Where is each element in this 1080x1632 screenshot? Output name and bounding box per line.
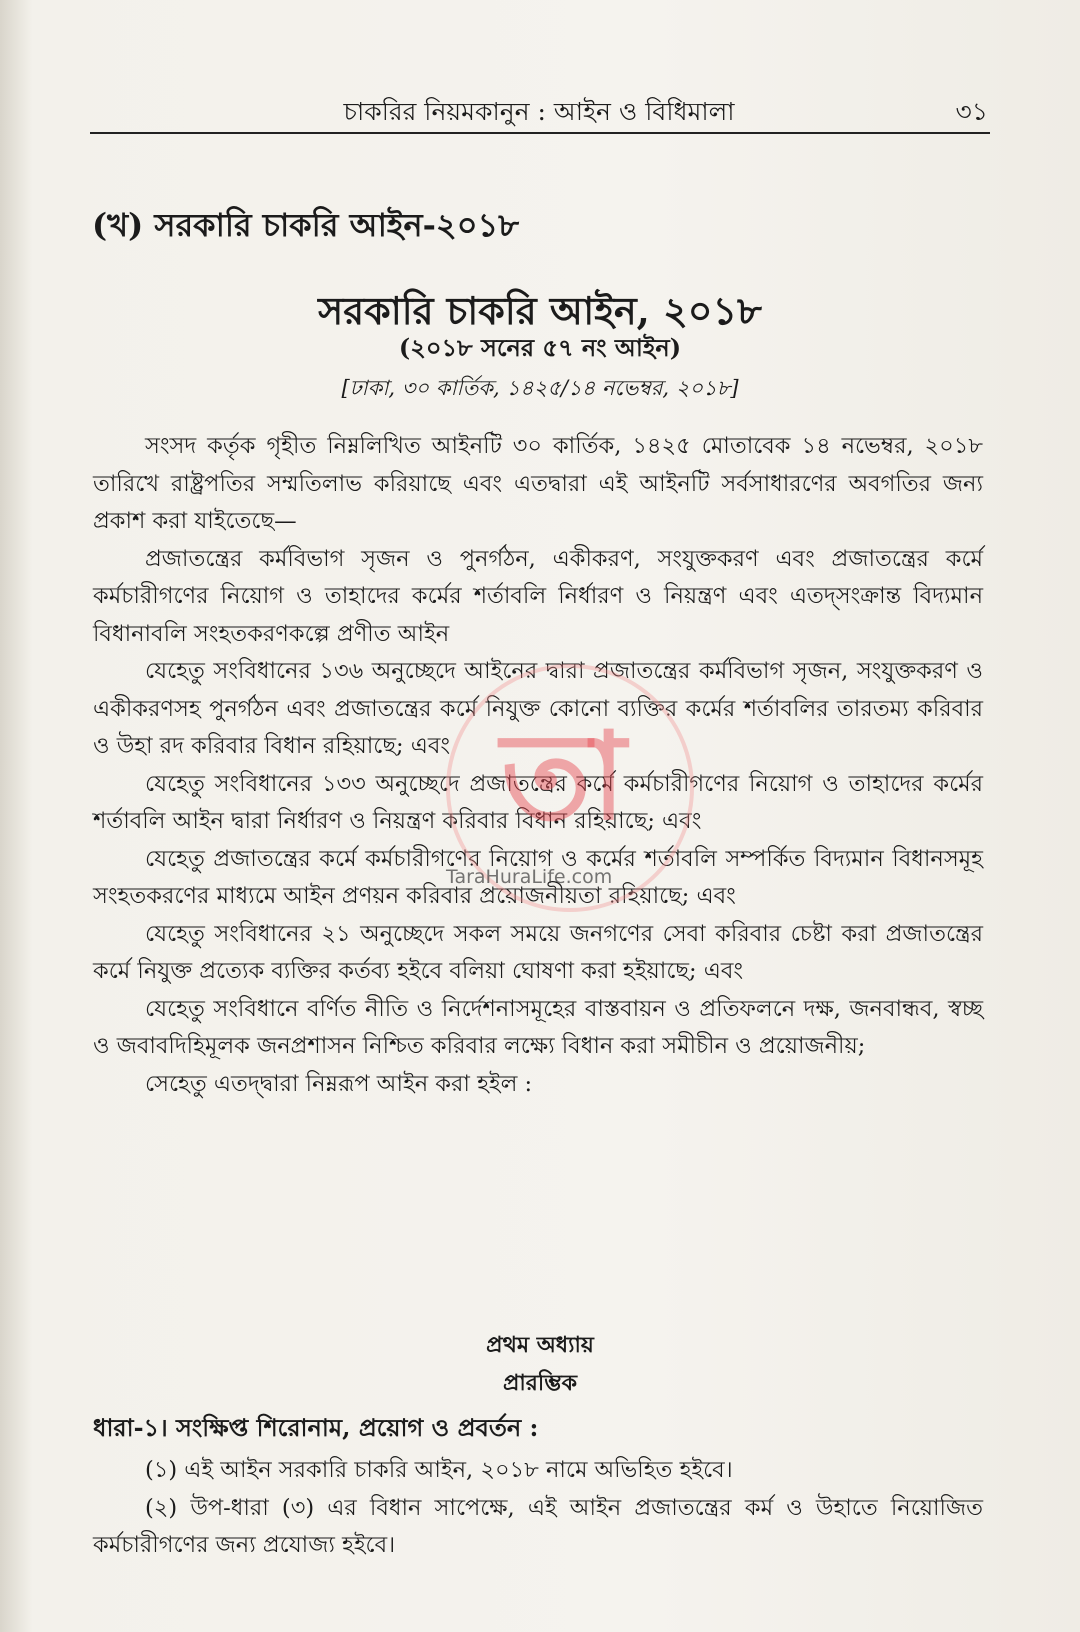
section-heading: ধারা-১। সংক্ষিপ্ত শিরোনাম, প্রয়োগ ও প্রবর্তন :	[93, 1413, 539, 1442]
paragraph: প্রজাতন্ত্রের কর্মবিভাগ সৃজন ও পুনর্গঠন, একীকরণ, সংযুক্তকরণ এবং প্রজাতন্ত্রের কর্মে কর্মচারীগণের নিয়োগ ও তাহাদের কর্মের শর্তাবলি নির্ধারণ ও নিয়ন্ত্রণ এবং এতদ্‌সংক্রান্ত বিদ্যমান বিধানাবলি সংহতকরণকল্পে প্রণীত আইন	[93, 545, 983, 647]
paragraph: যেহেতু সংবিধানের ২১ অনুচ্ছেদে সকল সময়ে জনগণের সেবা করিবার চেষ্টা করা প্রজাতন্ত্রের কর্মে নিযুক্ত প্রত্যেক ব্যক্তির কর্তব্য হইবে বলিয়া ঘোষণা করা হইয়াছে; এবং	[93, 920, 983, 984]
page-number: ৩১	[955, 97, 988, 126]
paragraph: সংসদ কর্তৃক গৃহীত নিম্নলিখিত আইনটি ৩০ কার্তিক, ১৪২৫ মোতাবেক ১৪ নভেম্বর, ২০১৮ তারিখে রাষ্ট্রপতির সম্মতিলাভ করিয়াছে এবং এতদ্বারা এই আইনটি সর্বসাধারণের অবগতির জন্য প্রকাশ করা যাইতেছে—	[93, 433, 983, 534]
preamble	[93, 428, 983, 1103]
section-title: (খ) সরকারি চাকরি আইন-২০১৮	[92, 206, 520, 244]
clause: (২) উপ-ধারা (৩) এর বিধান সাপেক্ষে, এই আইন প্রজাতন্ত্রের কর্ম ও উহাতে নিয়োজিত কর্মচারীগণের জন্য প্রযোজ্য হইবে।	[93, 1494, 983, 1558]
paragraph: যেহেতু সংবিধানের ১৩৬ অনুচ্ছেদে আইনের দ্বারা প্রজাতন্ত্রের কর্মবিভাগ সৃজন, সংযুক্তকরণ ও একীকরণসহ পুনর্গঠন এবং প্রজাতন্ত্রের কর্মে নিযুক্ত কোনো ব্যক্তির কর্মের শর্তাবলির তারতম্য করিবার ও উহা রদ করিবার বিধান রহিয়াছে; এবং	[93, 658, 983, 759]
header-rule	[90, 132, 990, 134]
page-header	[90, 92, 988, 132]
watermark-logo-text: তা	[501, 708, 626, 847]
paragraph: যেহেতু সংবিধানের ১৩৩ অনুচ্ছেদে প্রজাতন্ত্রের কর্মে কর্মচারীগণের নিয়োগ ও তাহাদের কর্মের শর্তাবলি আইন দ্বারা নির্ধারণ ও নিয়ন্ত্রণ করিবার বিধান রহিয়াছে; এবং	[93, 770, 983, 834]
bleed-through-text	[110, 150, 117, 175]
watermark-site: TaraHuraLife.com	[446, 866, 613, 888]
paragraph: যেহেতু প্রজাতন্ত্রের কর্মে কর্মচারীগণের নিয়োগ ও কর্মের শর্তাবলি সম্পর্কিত বিদ্যমান বিধানসমূহ সংহতকরণের মাধ্যমে আইন প্রণয়ন করিবার প্রয়োজনীয়তা রহিয়াছে; এবং	[93, 845, 983, 909]
chapter-number: প্রথম অধ্যায়	[486, 1332, 594, 1358]
act-number: (২০১৮ সনের ৫৭ নং আইন)	[398, 333, 682, 362]
act-title: সরকারি চাকরি আইন, ২০১৮	[318, 288, 762, 333]
paragraph: সেহেতু এতদ্দ্বারা নিম্নরূপ আইন করা হইল :	[145, 1070, 533, 1097]
section-clauses	[93, 1452, 983, 1565]
act-date: [ঢাকা, ৩০ কার্তিক, ১৪২৫/১৪ নভেম্বর, ২০১৮]	[341, 376, 739, 400]
paragraph: যেহেতু সংবিধানে বর্ণিত নীতি ও নির্দেশনাসমূহের বাস্তবায়ন ও প্রতিফলনে দক্ষ, জনবান্ধব, স্বচ্ছ ও জবাবদিহিমূলক জনপ্রশাসন নিশ্চিত করিবার লক্ষ্যে বিধান করা সমীচীন ও প্রয়োজনীয়;	[93, 995, 983, 1059]
running-title: চাকরির নিয়মকানুন : আইন ও বিধিমালা	[343, 97, 735, 126]
clause: (১) এই আইন সরকারি চাকরি আইন, ২০১৮ নামে অভিহিত হইবে।	[145, 1457, 733, 1483]
chapter-title: প্রারম্ভিক	[503, 1370, 577, 1396]
